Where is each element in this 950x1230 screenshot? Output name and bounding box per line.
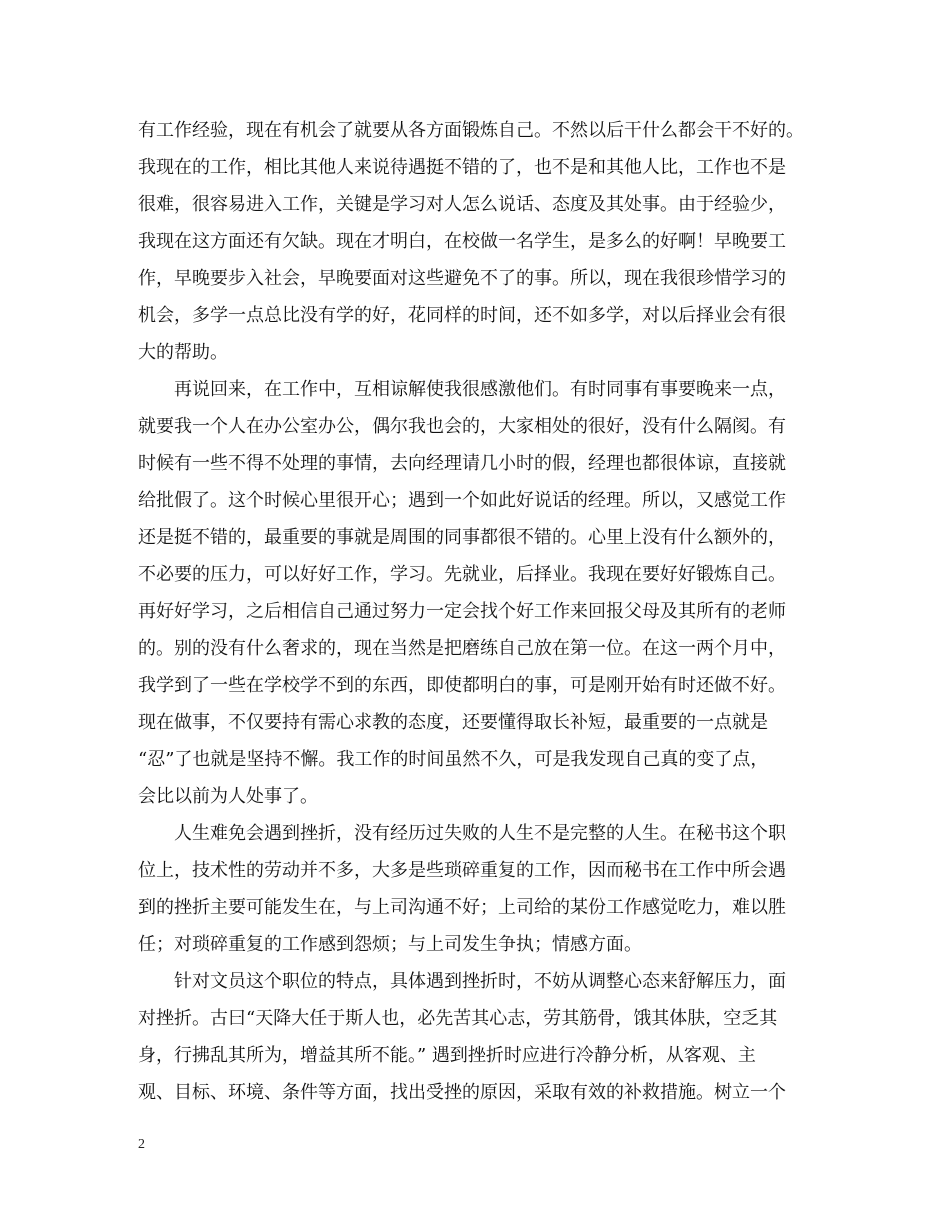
- paragraph-start-line: 再说回来，在工作中，互相谅解使我很感激他们。有时同事有事要晚来一点，: [174, 379, 786, 400]
- text-line: 对挫折。古曰“天降大任于斯人也，必先苦其心志，劳其筋骨，饿其体肤，空乏其: [138, 1008, 778, 1029]
- text-line: 给批假了。这个时候心里很开心；遇到一个如此好说话的经理。所以，又感觉工作: [138, 490, 786, 511]
- page-number: 2: [138, 1137, 145, 1152]
- text-line: 位上，技术性的劳动并不多，大多是些琐碎重复的工作，因而秘书在工作中所会遇: [138, 860, 786, 881]
- text-line: 我学到了一些在学校学不到的东西，即使都明白的事，可是刚开始有时还做不好。: [138, 675, 786, 696]
- text-line: 有工作经验，现在有机会了就要从各方面锻炼自己。不然以后干什么都会干不好的。: [138, 120, 804, 141]
- text-line: 现在做事，不仅要持有需心求教的态度，还要懂得取长补短，最重要的一点就是: [138, 712, 768, 733]
- text-line: 身，行拂乱其所为，增益其所不能。” 遇到挫折时应进行冷静分析，从客观、主: [138, 1045, 756, 1066]
- text-line: 我现在的工作，相比其他人来说待遇挺不错的了，也不是和其他人比，工作也不是: [138, 157, 786, 178]
- text-line: 大的帮助。: [138, 342, 228, 363]
- text-line: 的。别的没有什么奢求的，现在当然是把磨练自己放在第一位。在这一两个月中，: [138, 638, 786, 659]
- text-line: 还是挺不错的，最重要的事就是周围的同事都很不错的。心里上没有什么额外的，: [138, 527, 786, 548]
- text-line: 不必要的压力，可以好好工作，学习。先就业，后择业。我现在要好好锻炼自己。: [138, 564, 786, 585]
- text-line: 观、目标、环境、条件等方面，找出受挫的原因，采取有效的补救措施。树立一个: [138, 1082, 786, 1103]
- text-line: “忍”了也就是坚持不懈。我工作的时间虽然不久，可是我发现自己真的变了点，: [138, 749, 769, 770]
- text-line: 作，早晚要步入社会，早晚要面对这些避免不了的事。所以，现在我很珍惜学习的: [138, 268, 786, 289]
- text-line: 时候有一些不得不处理的事情，去向经理请几小时的假，经理也都很体谅，直接就: [138, 453, 786, 474]
- body-text: [138, 112, 828, 1111]
- text-line: 会比以前为人处事了。: [138, 786, 318, 807]
- text-line: 任；对琐碎重复的工作感到怨烦；与上司发生争执；情感方面。: [138, 934, 642, 955]
- text-line: 很难，很容易进入工作，关键是学习对人怎么说话、态度及其处事。由于经验少，: [138, 194, 786, 215]
- text-line: 就要我一个人在办公室办公，偶尔我也会的，大家相处的很好，没有什么隔阂。有: [138, 416, 786, 437]
- text-line: 我现在这方面还有欠缺。现在才明白，在校做一名学生，是多么的好啊！早晚要工: [138, 231, 786, 252]
- paragraph-start-line: 人生难免会遇到挫折，没有经历过失败的人生不是完整的人生。在秘书这个职: [174, 823, 786, 844]
- text-line: 再好好学习，之后相信自己通过努力一定会找个好工作来回报父母及其所有的老师: [138, 601, 786, 622]
- text-line: 到的挫折主要可能发生在，与上司沟通不好；上司给的某份工作感觉吃力，难以胜: [138, 897, 786, 918]
- text-line: 机会，多学一点总比没有学的好，花同样的时间，还不如多学，对以后择业会有很: [138, 305, 786, 326]
- paragraph-start-line: 针对文员这个职位的特点，具体遇到挫折时，不妨从调整心态来舒解压力，面: [174, 971, 786, 992]
